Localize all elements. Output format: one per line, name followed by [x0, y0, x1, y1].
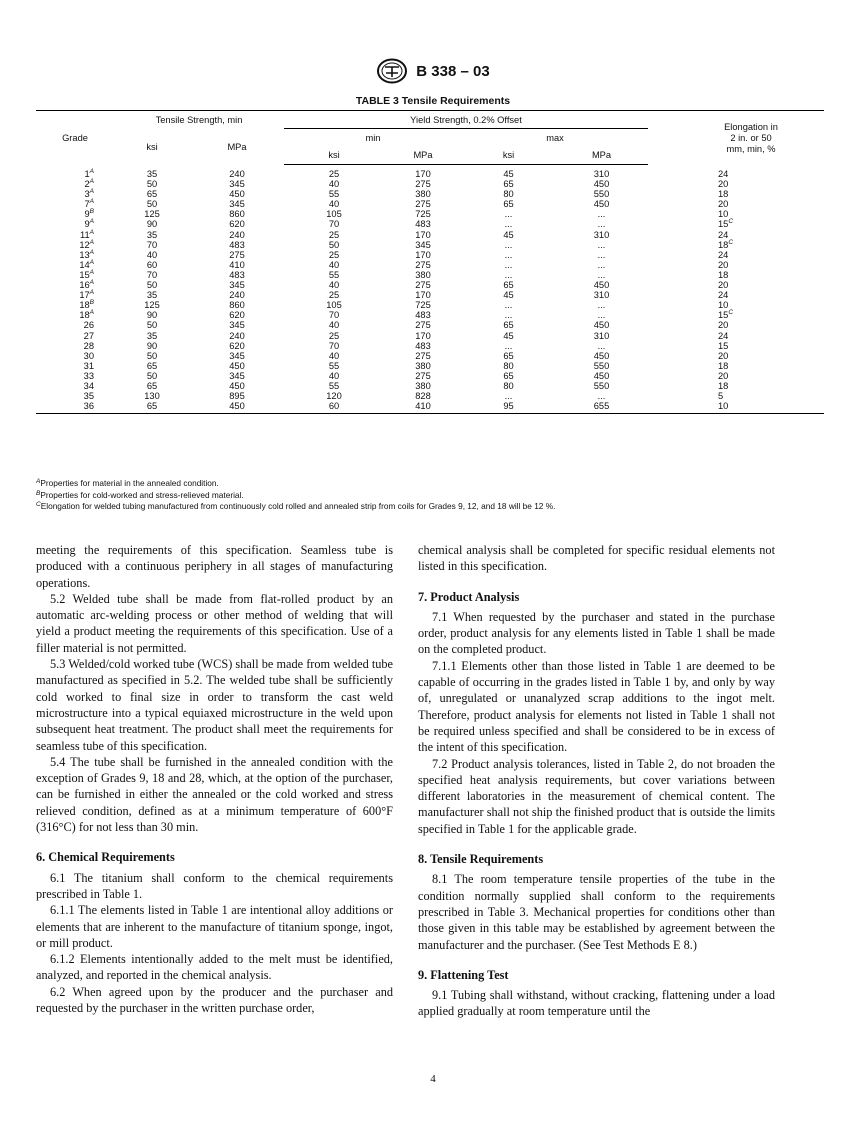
tensile-mpa-cell: 895 [229, 391, 245, 402]
footnote-mark: C [728, 309, 734, 317]
header-grade: Grade [36, 111, 114, 165]
grade-cell: $18^A$ [79, 309, 94, 321]
header-yield-max: max [546, 132, 564, 143]
elongation-cell: 18 [718, 380, 729, 391]
yield-max-mpa-cell: ... [597, 300, 606, 311]
page-header [0, 58, 866, 84]
header-min-ksi: ksi [284, 147, 384, 165]
elongation-cell: 18 [718, 189, 729, 200]
right-text-column [418, 542, 775, 1020]
tensile-mpa-cell: 450 [229, 189, 245, 200]
yield-min-mpa-cell: 170 [415, 290, 431, 301]
tensile-ksi-cell: 65 [146, 189, 158, 200]
elongation-cell: 20 [718, 320, 729, 331]
yield-max-ksi-cell: 45 [503, 290, 514, 301]
table-row [36, 351, 824, 361]
elongation-cell: 10 [648, 401, 824, 414]
yield-max-mpa-cell: 310 [593, 330, 610, 341]
header-elongation: Elongation in 2 in. or 50 mm, min, % [648, 111, 824, 165]
footnote-mark: A [89, 279, 94, 287]
yield-max-mpa-cell: 450 [593, 280, 610, 291]
elongation-cell: 18 [718, 269, 729, 280]
table-row [36, 401, 824, 414]
elongation-cell: 20 [718, 350, 729, 361]
grade-cell: $9^B$ [84, 208, 94, 220]
tensile-mpa-cell: 410 [229, 259, 245, 270]
yield-min-mpa-cell: 275 [415, 370, 431, 381]
elongation-cell: 20 [718, 370, 729, 381]
grade-cell: $15^A$ [79, 268, 94, 280]
footnote-mark: B [89, 208, 94, 216]
yield-max-ksi-cell: ... [504, 209, 513, 220]
grade-cell: 34 [83, 380, 94, 391]
table-row [36, 310, 824, 320]
yield-min-ksi-cell: 25 [328, 229, 340, 240]
yield-min-mpa-cell: 275 [415, 259, 431, 270]
yield-min-ksi-cell: 105 [326, 209, 342, 220]
elongation-cell: 24 [718, 330, 729, 341]
footnote-mark: A [89, 178, 94, 186]
tensile-mpa-cell: 860 [229, 209, 245, 220]
table-row [36, 240, 824, 250]
elongation-cell: $15^C$ [718, 309, 734, 321]
yield-max-ksi-cell: ... [504, 340, 513, 351]
yield-min-ksi-cell: 55 [328, 269, 340, 280]
yield-max-ksi-cell: ... [504, 219, 513, 230]
yield-min-mpa-cell: 275 [415, 280, 431, 291]
yield-max-ksi-cell: 45 [503, 330, 514, 341]
table-row [36, 381, 824, 391]
yield-min-ksi-cell: 55 [328, 360, 340, 371]
table-row [36, 230, 824, 240]
elongation-cell: 20 [718, 179, 729, 190]
yield-min-ksi-cell: 25 [328, 330, 340, 341]
footnote-mark: A [89, 188, 94, 196]
yield-min-mpa-cell: 275 [415, 179, 431, 190]
yield-min-ksi-cell: 40 [328, 350, 340, 361]
table-row [36, 260, 824, 270]
footnote: $^B$Properties for cold-worked and stress-relieved material. [36, 489, 244, 500]
paragraph-6-1-2: 6.1.2 Elements intentionally added to the melt must be identified, analyzed, and reported in the chemical analysis. [36, 952, 393, 983]
elongation-cell: 5 [718, 391, 724, 402]
grade-cell: $14^A$ [79, 258, 94, 270]
yield-max-ksi-cell: 45 [503, 169, 514, 179]
elongation-cell: 24 [718, 290, 729, 301]
tensile-mpa-cell: 620 [229, 219, 245, 230]
table-row [36, 371, 824, 381]
footnote-mark: A [89, 248, 94, 256]
elongation-cell: 20 [718, 280, 729, 291]
tensile-mpa-cell: 345 [229, 199, 245, 210]
grade-cell: 33 [83, 370, 94, 381]
yield-min-mpa-cell: 410 [384, 401, 462, 414]
yield-max-mpa-cell: 310 [593, 169, 610, 179]
elongation-cell: 18 [718, 360, 729, 371]
grade-cell: 28 [83, 340, 94, 351]
tensile-mpa-cell: 345 [229, 179, 245, 190]
yield-min-mpa-cell: 483 [415, 310, 431, 321]
footnote-mark: C [728, 218, 734, 226]
header-yield: Yield Strength, 0.2% Offset [284, 111, 648, 129]
table-row [36, 270, 824, 280]
header-yield-min: min [365, 132, 381, 143]
yield-max-mpa-cell: ... [597, 340, 606, 351]
yield-max-ksi-cell: 65 [503, 370, 514, 381]
yield-max-mpa-cell: ... [597, 310, 606, 321]
grade-cell: $18^B$ [79, 299, 94, 311]
section-heading-7: 7. Product Analysis [418, 589, 520, 604]
header-tensile-mpa: MPa [227, 141, 247, 152]
yield-min-ksi-cell: 55 [328, 380, 340, 391]
page-number: 4 [430, 1073, 436, 1085]
yield-min-ksi-cell: 40 [328, 259, 340, 270]
yield-min-ksi-cell: 105 [326, 300, 342, 311]
table-row [36, 341, 824, 351]
table-title: TABLE 3 Tensile Requirements [355, 95, 511, 107]
yield-max-ksi-cell: ... [504, 259, 513, 270]
yield-max-ksi-cell: 65 [503, 350, 514, 361]
yield-max-ksi-cell: 80 [503, 360, 514, 371]
yield-min-mpa-cell: 170 [415, 330, 431, 341]
yield-min-ksi-cell: 40 [328, 320, 340, 331]
yield-min-ksi-cell: 25 [328, 290, 340, 301]
elongation-cell: 24 [718, 229, 729, 240]
tensile-ksi-cell: 70 [146, 239, 158, 250]
tensile-ksi-cell: 65 [114, 401, 190, 414]
tensile-ksi-cell: 35 [146, 290, 158, 301]
header-max-mpa: MPa [555, 147, 648, 165]
yield-max-mpa-cell: 450 [593, 350, 610, 361]
yield-min-ksi-cell: 50 [328, 239, 340, 250]
tensile-ksi-cell: 50 [146, 199, 158, 210]
tensile-ksi-cell: 90 [146, 340, 158, 351]
yield-max-ksi-cell: 45 [503, 229, 514, 240]
paragraph-7-2: 7.2 Product analysis tolerances, listed in Table 2, do not broaden the specified heat analysis requirements, but cover variations between different laboratories in the measurement of chemical content. The manufacturer shall not ship the finished product that is outside the limits specified in Table 1 for the applicable grade. [418, 756, 775, 836]
yield-max-mpa-cell: 450 [593, 179, 610, 190]
tensile-ksi-cell: 130 [144, 391, 160, 402]
table-body [36, 165, 824, 414]
tensile-mpa-cell: 620 [229, 340, 245, 351]
table-row [36, 391, 824, 401]
yield-min-mpa-cell: 380 [415, 269, 431, 280]
footnote-mark: A [89, 198, 94, 206]
yield-max-ksi-cell: 80 [503, 189, 514, 200]
yield-max-mpa-cell: 550 [593, 360, 610, 371]
tensile-ksi-cell: 40 [146, 249, 158, 260]
yield-min-ksi-cell: 60 [284, 401, 384, 414]
grade-cell: $12^A$ [79, 238, 94, 250]
elongation-cell: 24 [718, 168, 729, 179]
yield-min-ksi-cell: 70 [328, 219, 340, 230]
tensile-ksi-cell: 65 [146, 360, 158, 371]
paragraph-5-4: 5.4 The tube shall be furnished in the annealed condition with the exception of Grades 9, 18 and 28, which, at the option of the purchaser, can be furnished in either the annealed or the cold worked and stress relieved condition, defined as at a minimum temperature of 600°F (316°C) for not less than 30 min. [36, 754, 393, 835]
tensile-mpa-cell: 450 [229, 360, 245, 371]
yield-min-mpa-cell: 275 [415, 350, 431, 361]
section-heading-8: 8. Tensile Requirements [418, 852, 544, 867]
elongation-cell: $15^C$ [718, 218, 734, 230]
yield-min-ksi-cell: 70 [328, 310, 340, 321]
grade-cell: $17^A$ [79, 289, 94, 301]
elongation-cell: 20 [718, 259, 729, 270]
yield-min-ksi-cell: 55 [328, 189, 340, 200]
yield-max-ksi-cell: 65 [503, 199, 514, 210]
paragraph-continuation-right: chemical analysis shall be completed for specific residual elements not listed in this specification. [418, 543, 775, 574]
grade-cell: 35 [83, 391, 94, 402]
table-row [36, 300, 824, 310]
yield-min-ksi-cell: 40 [328, 179, 340, 190]
grade-cell: $13^A$ [79, 248, 94, 260]
yield-max-ksi-cell: ... [504, 239, 513, 250]
tensile-ksi-cell: 50 [146, 280, 158, 291]
table-row [36, 199, 824, 209]
yield-min-ksi-cell: 40 [328, 199, 340, 210]
yield-max-mpa-cell: 550 [593, 380, 610, 391]
grade-cell: $7^A$ [84, 198, 94, 210]
footnote-mark: A [89, 258, 94, 266]
table-footnotes [36, 478, 826, 513]
yield-max-mpa-cell: ... [597, 269, 606, 280]
yield-max-mpa-cell: ... [597, 391, 606, 402]
paragraph-continuation: meeting the requirements of this specification. Seamless tube is produced with a continuous periphery in all stages of manufacturing operations. [36, 543, 393, 590]
yield-min-mpa-cell: 170 [415, 229, 431, 240]
tensile-ksi-cell: 65 [146, 380, 158, 391]
tensile-mpa-cell: 275 [229, 249, 245, 260]
yield-max-mpa-cell: 310 [593, 229, 610, 240]
tensile-mpa-cell: 620 [229, 310, 245, 321]
yield-max-mpa-cell: ... [597, 259, 606, 270]
yield-min-ksi-cell: 25 [328, 169, 340, 179]
elongation-cell: 24 [718, 249, 729, 260]
paragraph-6-1-1: 6.1.1 The elements listed in Table 1 are intentional alloy additions or elements that are inherent to the manufacture of titanium sponge, ingot, or mill product. [36, 903, 393, 950]
table-row [36, 179, 824, 189]
tensile-ksi-cell: 125 [144, 300, 160, 311]
paragraph-8-1: 8.1 The room temperature tensile properties of the tube in the condition normally supplied shall conform to the requirements prescribed in Table 3. Mechanical properties for conditions other than those given in this table may be established by agreement between the manufacturer and the purchaser. (See Test Methods E 8.) [418, 872, 775, 952]
header-min-mpa: MPa [384, 147, 462, 165]
footnote-mark: A [89, 228, 94, 236]
yield-min-mpa-cell: 380 [415, 189, 431, 200]
footnote-mark: B [89, 299, 94, 307]
yield-min-mpa-cell: 380 [415, 380, 431, 391]
yield-max-mpa-cell: ... [597, 209, 606, 220]
grade-cell: 31 [83, 360, 94, 371]
tensile-mpa-cell: 450 [190, 401, 284, 414]
table-row [36, 361, 824, 371]
yield-max-ksi-cell: ... [504, 391, 513, 402]
grade-cell: $2^A$ [84, 178, 94, 190]
table-row [36, 290, 824, 300]
tensile-ksi-cell: 50 [146, 350, 158, 361]
footnote-mark: A [89, 289, 94, 297]
paragraph-6-1: 6.1 The titanium shall conform to the chemical requirements prescribed in Table 1. [36, 870, 393, 901]
grade-cell: 27 [83, 330, 94, 341]
grade-cell: $1^A$ [84, 167, 94, 179]
yield-min-mpa-cell: 275 [415, 199, 431, 210]
footnote: $^C$Elongation for welded tubing manufactured from continuously cold rolled and annealed strip from coils for Grades 9, 12, and 18 will be 12 %. [36, 501, 556, 511]
yield-max-ksi-cell: 95 [462, 401, 555, 414]
elongation-cell: 20 [718, 199, 729, 210]
section-heading-6: 6. Chemical Requirements [36, 850, 175, 865]
tensile-ksi-cell: 35 [146, 229, 158, 240]
footnote-mark: A [89, 309, 94, 317]
tensile-mpa-cell: 345 [229, 370, 245, 381]
yield-max-mpa-cell: ... [597, 219, 606, 230]
yield-min-mpa-cell: 725 [415, 209, 431, 220]
yield-min-mpa-cell: 380 [415, 360, 431, 371]
yield-max-mpa-cell: 310 [593, 290, 610, 301]
tensile-ksi-cell: 70 [146, 269, 158, 280]
yield-max-ksi-cell: ... [504, 269, 513, 280]
tensile-mpa-cell: 240 [229, 290, 245, 301]
tensile-ksi-cell: 50 [146, 370, 158, 381]
paragraph-5-2: 5.2 Welded tube shall be made from flat-rolled product by an automatic arc-welding process or other method of welding that will yield a product meeting the requirements of this specification. Use of a filler material is not permitted. [36, 591, 393, 655]
yield-max-mpa-cell: 450 [593, 370, 610, 381]
header-tensile-ksi: ksi [146, 141, 158, 152]
footnote-mark: A [89, 238, 94, 246]
table-row [36, 189, 824, 199]
grade-cell: $9^A$ [84, 218, 94, 230]
yield-min-mpa-cell: 275 [415, 320, 431, 331]
yield-max-ksi-cell: 65 [503, 179, 514, 190]
table-row [36, 320, 824, 330]
tensile-ksi-cell: 90 [146, 219, 158, 230]
yield-max-mpa-cell: ... [597, 239, 606, 250]
tensile-ksi-cell: 60 [146, 259, 158, 270]
yield-min-mpa-cell: 725 [415, 300, 431, 311]
grade-cell: 26 [83, 320, 94, 331]
grade-cell: $3^A$ [84, 188, 94, 200]
tensile-ksi-cell: 125 [144, 209, 160, 220]
yield-min-ksi-cell: 70 [328, 340, 340, 351]
tensile-requirements-table [36, 110, 824, 414]
tensile-mpa-cell: 345 [229, 350, 245, 361]
footnote-mark: A [89, 268, 94, 276]
tensile-mpa-cell: 483 [229, 239, 245, 250]
yield-min-mpa-cell: 170 [415, 169, 431, 179]
grade-cell: $11^A$ [80, 228, 94, 240]
tensile-mpa-cell: 483 [229, 269, 245, 280]
tensile-mpa-cell: 450 [229, 380, 245, 391]
footnote-mark: A [89, 167, 94, 175]
elongation-cell: 15 [718, 340, 729, 351]
elongation-cell: $18^C$ [718, 238, 734, 250]
yield-min-mpa-cell: 170 [415, 249, 431, 260]
elongation-cell: 10 [718, 300, 729, 311]
yield-max-mpa-cell: 655 [555, 401, 648, 414]
astm-logo-icon [376, 58, 408, 84]
tensile-ksi-cell: 50 [146, 179, 158, 190]
paragraph-7-1-1: 7.1.1 Elements other than those listed in Table 1 are deemed to be capable of occurring in the grades listed in Table 1 by, and only by way of, unregulated or unanalyzed scrap additions to the ingot melt. Therefore, product analysis for elements not listed in Table 1 shall not be required unless specified and shall be considered to be in excess of the intent of this specification. [418, 658, 775, 755]
table-row [36, 165, 824, 180]
table-row [36, 280, 824, 290]
yield-max-ksi-cell: ... [504, 300, 513, 311]
yield-min-ksi-cell: 120 [326, 391, 342, 402]
footnote-mark: C [728, 238, 734, 246]
paragraph-9-1: 9.1 Tubing shall withstand, without cracking, flattening under a load applied gradually at room temperature until the [418, 988, 775, 1019]
header-tensile: Tensile Strength, min [114, 111, 284, 129]
yield-max-ksi-cell: ... [504, 249, 513, 260]
left-text-column [36, 542, 393, 1016]
tensile-ksi-cell: 90 [146, 310, 158, 321]
tensile-mpa-cell: 860 [229, 300, 245, 311]
yield-min-mpa-cell: 483 [415, 340, 431, 351]
yield-min-ksi-cell: 25 [328, 249, 340, 260]
tensile-mpa-cell: 240 [229, 330, 245, 341]
yield-max-ksi-cell: 65 [503, 280, 514, 291]
tensile-mpa-cell: 345 [229, 280, 245, 291]
grade-cell: 36 [36, 401, 114, 414]
tensile-mpa-cell: 240 [229, 168, 245, 179]
yield-min-ksi-cell: 40 [328, 370, 340, 381]
yield-max-ksi-cell: ... [504, 310, 513, 321]
elongation-cell: 10 [718, 209, 729, 220]
yield-min-mpa-cell: 345 [415, 239, 431, 250]
table-row [36, 331, 824, 341]
grade-cell: 30 [83, 350, 94, 361]
yield-min-mpa-cell: 828 [415, 391, 431, 402]
yield-max-mpa-cell: 450 [593, 199, 610, 210]
yield-max-ksi-cell: 80 [503, 380, 514, 391]
table-row [36, 219, 824, 229]
yield-max-mpa-cell: 450 [593, 320, 610, 331]
table-row [36, 209, 824, 219]
grade-cell: $16^A$ [79, 279, 94, 291]
yield-min-ksi-cell: 40 [328, 280, 340, 291]
tensile-mpa-cell: 345 [229, 320, 245, 331]
yield-min-mpa-cell: 483 [415, 219, 431, 230]
table-row [36, 250, 824, 260]
header-max-ksi: ksi [462, 147, 555, 165]
yield-max-ksi-cell: 65 [503, 320, 514, 331]
section-heading-9: 9. Flattening Test [418, 967, 509, 982]
tensile-ksi-cell: 50 [146, 320, 158, 331]
footnote-mark: A [89, 218, 94, 226]
paragraph-6-2: 6.2 When agreed upon by the producer and the purchaser and requested by the purchaser in the written purchase order, [36, 984, 393, 1016]
yield-max-mpa-cell: 550 [593, 189, 610, 200]
standard-designation: B 338 – 03 [416, 62, 490, 80]
paragraph-7-1: 7.1 When requested by the purchaser and stated in the purchase order, product analysis for any elements listed in Table 1 shall be made on the completed product. [418, 609, 775, 657]
yield-max-mpa-cell: ... [597, 249, 606, 260]
footnote: $^A$Properties for material in the annealed condition. [36, 478, 219, 488]
tensile-mpa-cell: 240 [229, 229, 245, 240]
tensile-ksi-cell: 35 [146, 330, 158, 341]
paragraph-5-3: 5.3 Welded/cold worked tube (WCS) shall be made from welded tube manufactured as specified in 5.2. The welded tube shall be sufficiently cold worked to final size in order to transform the cast weld microstructure into a typical equiaxed microstructure in the weld upon subsequent heat treatment. The product shall meet the requirements for seamless tube of this specification. [36, 657, 393, 753]
tensile-ksi-cell: 35 [146, 168, 158, 179]
